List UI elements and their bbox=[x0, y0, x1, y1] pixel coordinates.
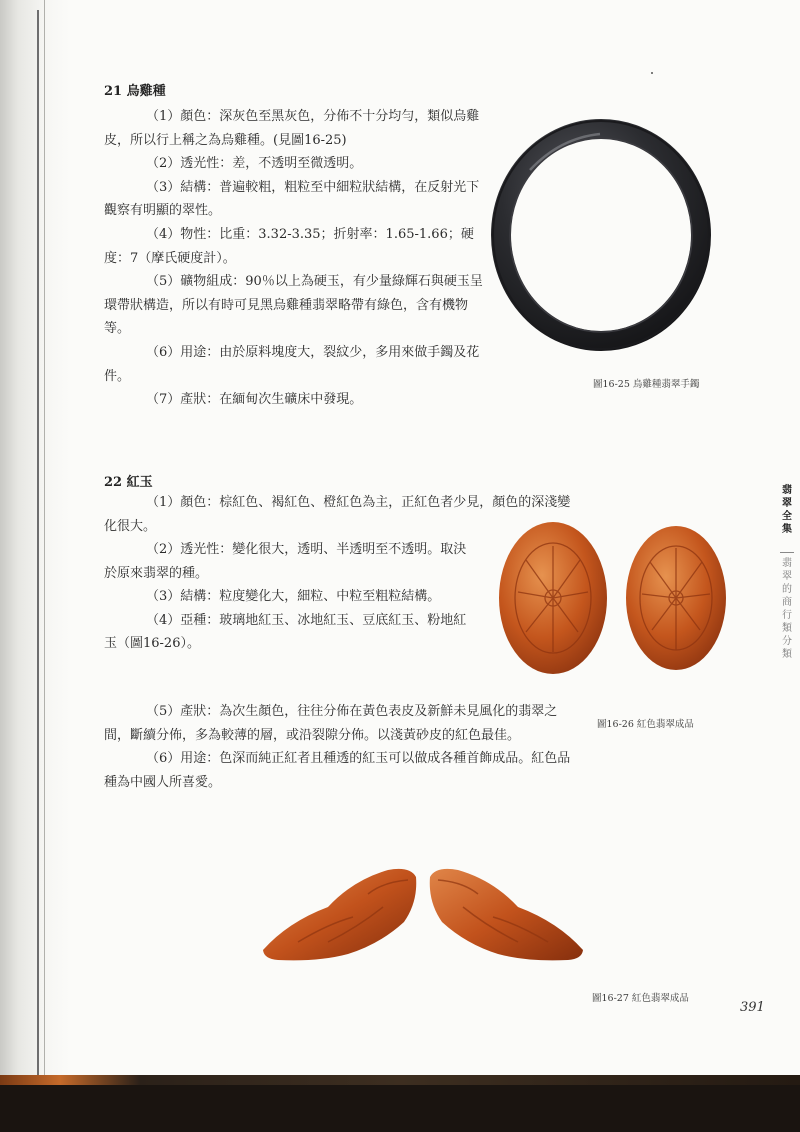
figure-16-26-caption: 圖16-26 紅色翡翠成品 bbox=[597, 719, 694, 730]
red-jade-carving-left bbox=[499, 522, 607, 674]
paragraph-red-translucency: （2）透光性：變化很大，透明、半透明至不透明。取決於原來翡翠的種。 bbox=[104, 542, 467, 581]
figure-16-27-caption: 圖16-27 紅色翡翠成品 bbox=[592, 993, 689, 1004]
paragraph-structure: （3）結構：普遍較粗，粗粒至中細粒狀結構，在反射光下觀察有明顯的翠性。 bbox=[104, 179, 480, 219]
page-gutter-shadow bbox=[0, 0, 70, 1075]
paragraph-red-color: （1）顏色：棕紅色、褐紅色、橙紅色為主，正紅色者少見，顏色的深淺變化很大。 bbox=[104, 495, 571, 534]
red-jade-fish-pair-image bbox=[258, 862, 588, 972]
side-tab-chapter: 翡翠的商行類分類 bbox=[782, 558, 792, 660]
paragraph-minerals: （5）礦物組成：90％以上為硬玉，有少量綠輝石與硬玉呈環帶狀構造，所以有時可見黑烏雞種翡翠略帶有綠色，含有機物等。 bbox=[104, 274, 483, 337]
section-title-hongyu: 22 紅玉 bbox=[104, 475, 153, 490]
red-jade-carving-fish-right bbox=[430, 869, 583, 960]
figure-16-25-caption: 圖16-25 烏雞種翡翠手鐲 bbox=[593, 379, 700, 390]
page-number: 391 bbox=[740, 1000, 765, 1015]
side-tab-book-title: 翡翠全集 bbox=[782, 485, 792, 535]
red-jade-carving-right bbox=[626, 526, 726, 670]
side-tab-divider bbox=[780, 552, 794, 553]
section-body-wuji bbox=[104, 105, 492, 412]
section-body-hongyu-wide bbox=[104, 700, 574, 794]
binding-edge-inner bbox=[44, 0, 45, 1075]
paragraph-red-structure: （3）結構：粒度變化大，細粒、中粒至粗粒結構。 bbox=[146, 589, 441, 605]
scan-bottom-strip bbox=[0, 1075, 800, 1085]
paragraph-red-subtypes: （4）亞種：玻璃地紅玉、冰地紅玉、豆底紅玉、粉地紅玉（圖16-26）。 bbox=[104, 612, 467, 652]
red-jade-carvings-image bbox=[498, 520, 738, 700]
paragraph-properties: （4）物性：比重：3.32-3.35；折射率：1.65-1.66；硬度：7（摩氏硬度計）。 bbox=[104, 226, 474, 266]
paragraph-color: （1）顏色：深灰色至黑灰色，分佈不十分均勻，類似烏雞皮，所以行上稱之為烏雞種。(見圖16-25) bbox=[104, 109, 480, 148]
paragraph-red-usage: （6）用途：色深而純正紅者且種透的紅玉可以做成各種首飾成品。紅色品種為中國人所喜愛。 bbox=[104, 751, 571, 790]
binding-edge bbox=[37, 10, 39, 1075]
paragraph-usage: （6）用途：由於原料塊度大，裂紋少，多用來做手鐲及花件。 bbox=[104, 344, 480, 384]
paragraph-red-occurrence: （5）產狀：為次生顏色，往往分佈在黃色表皮及新鮮未見風化的翡翠之間，斷續分佈，多為較薄的層，或沿裂隙分佈。以淺黃砂皮的紅色最佳。 bbox=[104, 704, 558, 743]
red-jade-carving-fish-left bbox=[263, 869, 416, 960]
section-title-wuji: 21 烏雞種 bbox=[104, 84, 166, 99]
paragraph-translucency: （2）透光性：差，不透明至微透明。 bbox=[146, 156, 363, 172]
scan-speck bbox=[651, 72, 653, 74]
paragraph-occurrence: （7）產狀：在緬甸次生礦床中發現。 bbox=[146, 392, 363, 408]
black-jade-bangle-image bbox=[490, 110, 712, 360]
section-body-hongyu-narrow bbox=[104, 538, 474, 656]
